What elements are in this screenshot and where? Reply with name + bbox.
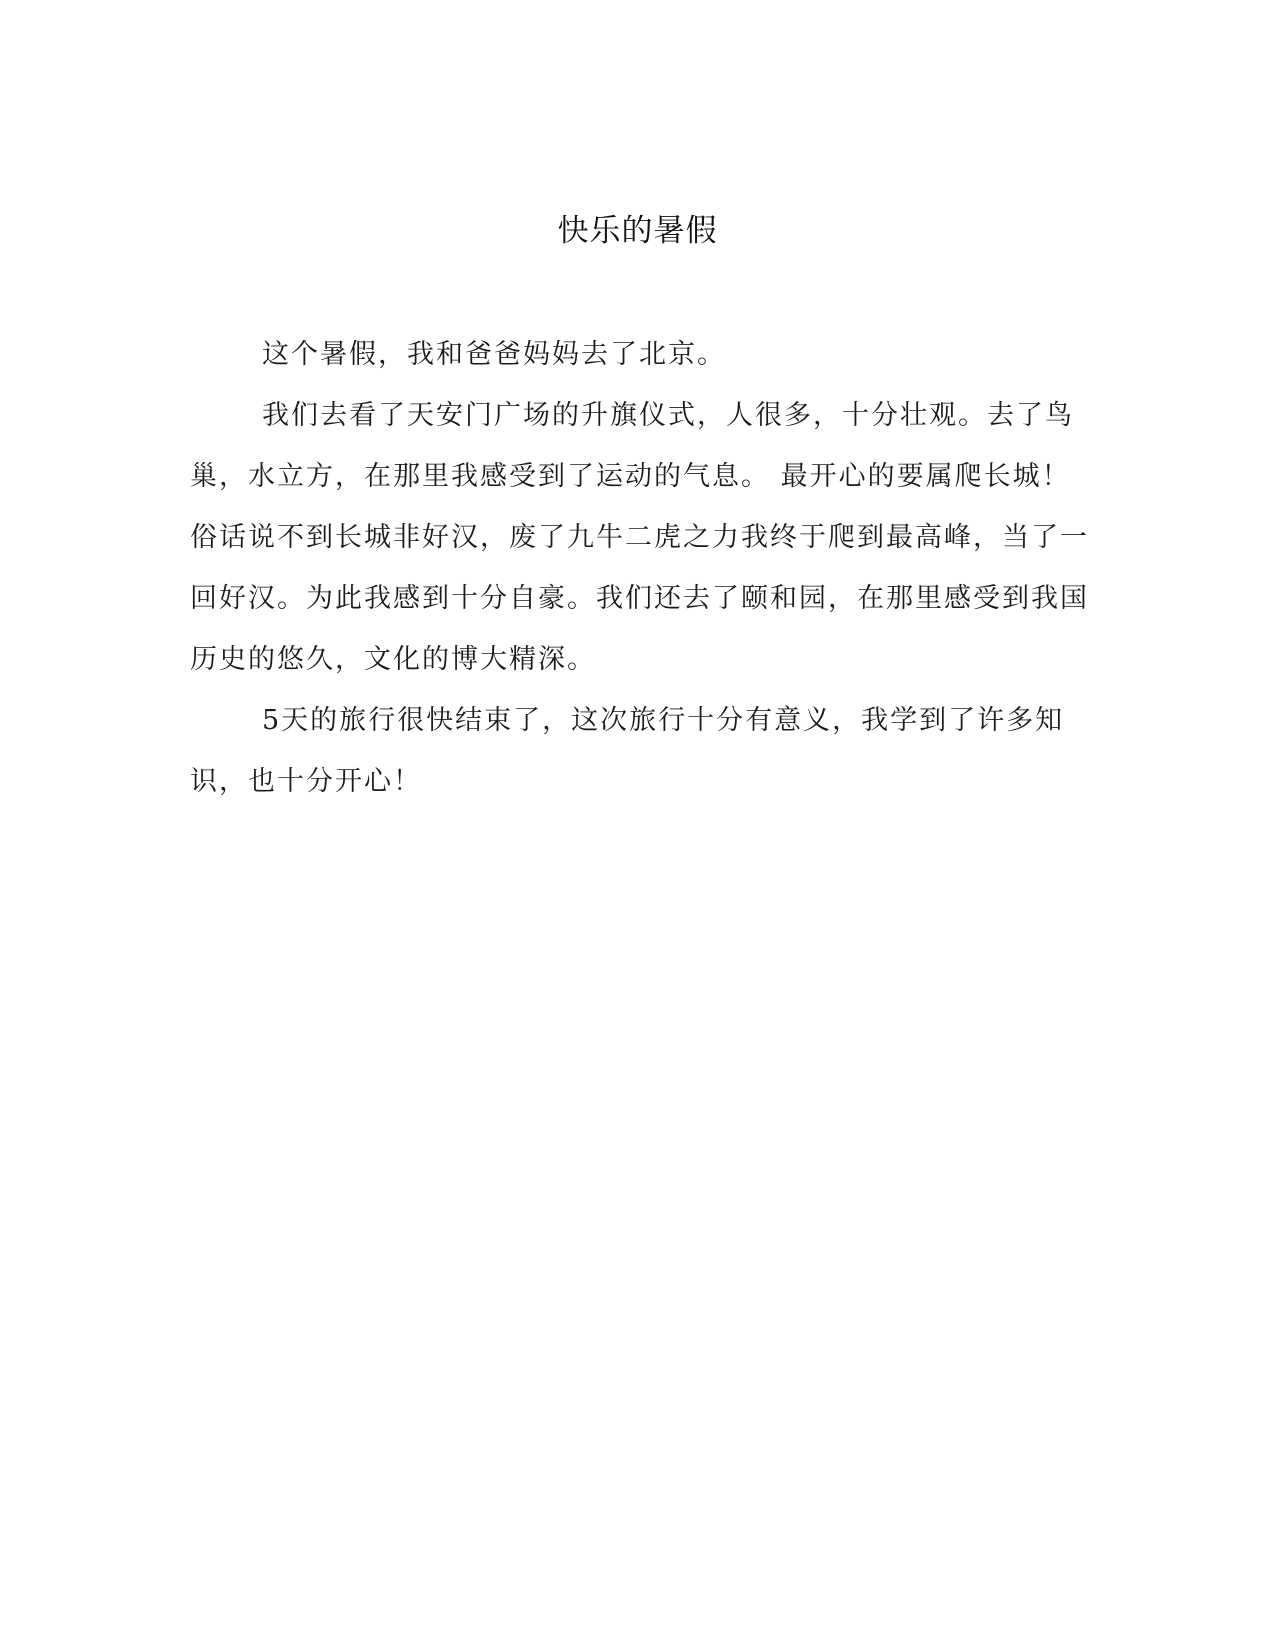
document-title: 快乐的暑假 (557, 213, 718, 249)
paragraph-1: 这个暑假，我和爸爸妈妈去了北京。 (262, 339, 726, 370)
paragraph-2: 我们去看了天安门广场的升旗仪式，人很多，十分壮观。去了鸟巢，水立方，在那里我感受到了运动的气息。 最开心的要属爬长城！俗话说不到长城非好汉，废了九牛二虎之力我终于爬到最高峰，当了一回好汉。为此我感到十分自豪。我们还去了颐和园，在那里感受到我国历史的悠久，文化的博大精深。 (190, 400, 1089, 675)
paragraph-3: 5天的旅行很快结束了，这次旅行十分有意义，我学到了许多知识，也十分开心！ (190, 705, 1065, 797)
document-body (190, 324, 1090, 812)
